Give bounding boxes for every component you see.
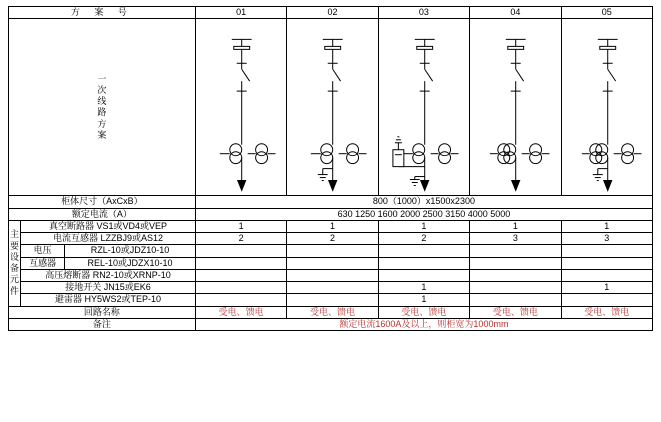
scheme-label-char-5: 方 xyxy=(97,118,107,129)
equipment-vt-rzl-02 xyxy=(287,245,378,257)
column-header-05: 05 xyxy=(561,7,652,19)
table-header-row xyxy=(9,7,653,19)
equipment-earthing-01 xyxy=(195,282,286,294)
loop-name-05: 受电、馈电 xyxy=(561,306,652,318)
scheme-grid xyxy=(8,6,653,331)
equipment-earthing-04 xyxy=(470,282,561,294)
equipment-arrester-04 xyxy=(470,294,561,306)
scheme-diagram-02 xyxy=(287,19,378,196)
equipment-ct-03: 2 xyxy=(378,233,469,245)
equipment-fuse-02 xyxy=(287,269,378,281)
equipment-vt-rzl-05 xyxy=(561,245,652,257)
equipment-label-arrester: 避雷器 HY5WS2或TEP-10 xyxy=(21,294,196,306)
equipment-arrester-05 xyxy=(561,294,652,306)
equipment-breaker-03: 1 xyxy=(378,220,469,232)
equipment-row-earthing xyxy=(9,282,653,294)
side-label-char-5: 元 xyxy=(10,274,20,285)
scheme-label-char-1: 一 xyxy=(97,73,107,84)
equipment-earthing-05: 1 xyxy=(561,282,652,294)
equipment-fuse-01 xyxy=(195,269,286,281)
equipment-fuse-03 xyxy=(378,269,469,281)
primary-scheme-row xyxy=(9,19,653,196)
equipment-vt-rzl-04 xyxy=(470,245,561,257)
equipment-fuse-04 xyxy=(470,269,561,281)
diagram-svg-03 xyxy=(379,19,469,195)
equipment-label-earthing: 接地开关 JN15或EK6 xyxy=(21,282,196,294)
equipment-side-label xyxy=(9,220,21,306)
loop-name-row xyxy=(9,306,653,318)
equipment-vt-rel-02 xyxy=(287,257,378,269)
equipment-row-ct xyxy=(9,233,653,245)
side-label-char-4: 备 xyxy=(10,263,20,274)
scheme-label-char-3: 线 xyxy=(97,96,107,106)
equipment-label-vt-rel: REL-10或JDZX10-10 xyxy=(65,257,196,269)
equipment-breaker-05: 1 xyxy=(561,220,652,232)
vt-group-label-2: 互感器 xyxy=(21,257,65,269)
column-header-04: 04 xyxy=(470,7,561,19)
equipment-breaker-01: 1 xyxy=(195,220,286,232)
scheme-diagram-03 xyxy=(378,19,469,196)
equipment-earthing-02 xyxy=(287,282,378,294)
equipment-ct-01: 2 xyxy=(195,233,286,245)
diagram-svg-05 xyxy=(562,19,652,195)
remark-value: 额定电流1600A及以上，则柜宽为1000mm xyxy=(195,318,652,330)
scheme-diagram-05 xyxy=(561,19,652,196)
cabinet-size-label: 柜体尺寸（AxCxB） xyxy=(9,196,196,208)
equipment-breaker-02: 1 xyxy=(287,220,378,232)
equipment-row-breaker xyxy=(9,220,653,232)
rated-current-label: 额定电流（A） xyxy=(9,208,196,220)
equipment-arrester-02 xyxy=(287,294,378,306)
equipment-label-vt-rzl: RZL-10或JDZ10-10 xyxy=(65,245,196,257)
scheme-diagram-01 xyxy=(195,19,286,196)
scheme-diagram-04 xyxy=(470,19,561,196)
scheme-label-char-2: 次 xyxy=(97,84,107,95)
loop-name-04: 受电、馈电 xyxy=(470,306,561,318)
equipment-ct-02: 2 xyxy=(287,233,378,245)
diagram-svg-02 xyxy=(287,19,377,195)
equipment-breaker-04: 1 xyxy=(470,220,561,232)
loop-name-01: 受电、馈电 xyxy=(195,306,286,318)
rated-current-value: 630 1250 1600 2000 2500 3150 4000 5000 xyxy=(195,208,652,220)
equipment-earthing-03: 1 xyxy=(378,282,469,294)
equipment-fuse-05 xyxy=(561,269,652,281)
equipment-vt-rel-05 xyxy=(561,257,652,269)
column-header-02: 02 xyxy=(287,7,378,19)
side-label-char-3: 设 xyxy=(10,251,20,262)
cabinet-size-row xyxy=(9,196,653,208)
equipment-row-vt-1 xyxy=(9,245,653,257)
equipment-row-arrester xyxy=(9,294,653,306)
remark-label: 备注 xyxy=(9,318,196,330)
equipment-vt-rel-03 xyxy=(378,257,469,269)
remark-row xyxy=(9,318,653,330)
column-header-03: 03 xyxy=(378,7,469,19)
equipment-arrester-01 xyxy=(195,294,286,306)
loop-name-label: 回路名称 xyxy=(9,306,196,318)
equipment-vt-rzl-03 xyxy=(378,245,469,257)
column-header-01: 01 xyxy=(195,7,286,19)
diagram-svg-04 xyxy=(470,19,560,195)
scheme-label-char-6: 案 xyxy=(97,129,107,140)
loop-name-02: 受电、馈电 xyxy=(287,306,378,318)
vt-group-label-1: 电压 xyxy=(21,245,65,257)
equipment-label-fuse: 高压熔断器 RN2-10或XRNP-10 xyxy=(21,269,196,281)
equipment-vt-rzl-01 xyxy=(195,245,286,257)
equipment-arrester-03: 1 xyxy=(378,294,469,306)
rated-current-row xyxy=(9,208,653,220)
diagram-svg-01 xyxy=(196,19,286,195)
equipment-label-ct: 电流互感器 LZZBJ9或AS12 xyxy=(21,233,196,245)
side-label-char-6: 件 xyxy=(10,285,20,296)
primary-scheme-label xyxy=(9,19,196,196)
equipment-vt-rel-04 xyxy=(470,257,561,269)
side-label-char-2: 要 xyxy=(10,240,20,251)
scheme-label-char-4: 路 xyxy=(97,107,107,118)
equipment-row-fuse xyxy=(9,269,653,281)
equipment-vt-rel-01 xyxy=(195,257,286,269)
equipment-row-vt-2 xyxy=(9,257,653,269)
loop-name-03: 受电、馈电 xyxy=(378,306,469,318)
equipment-ct-04: 3 xyxy=(470,233,561,245)
cabinet-size-value: 800（1000）x1500x2300 xyxy=(195,196,652,208)
equipment-ct-05: 3 xyxy=(561,233,652,245)
equipment-label-breaker: 真空断路器 VS1或VD4或VEP xyxy=(21,220,196,232)
scheme-number-label: 方 案 号 xyxy=(9,7,196,19)
side-label-char-1: 主 xyxy=(10,229,20,240)
